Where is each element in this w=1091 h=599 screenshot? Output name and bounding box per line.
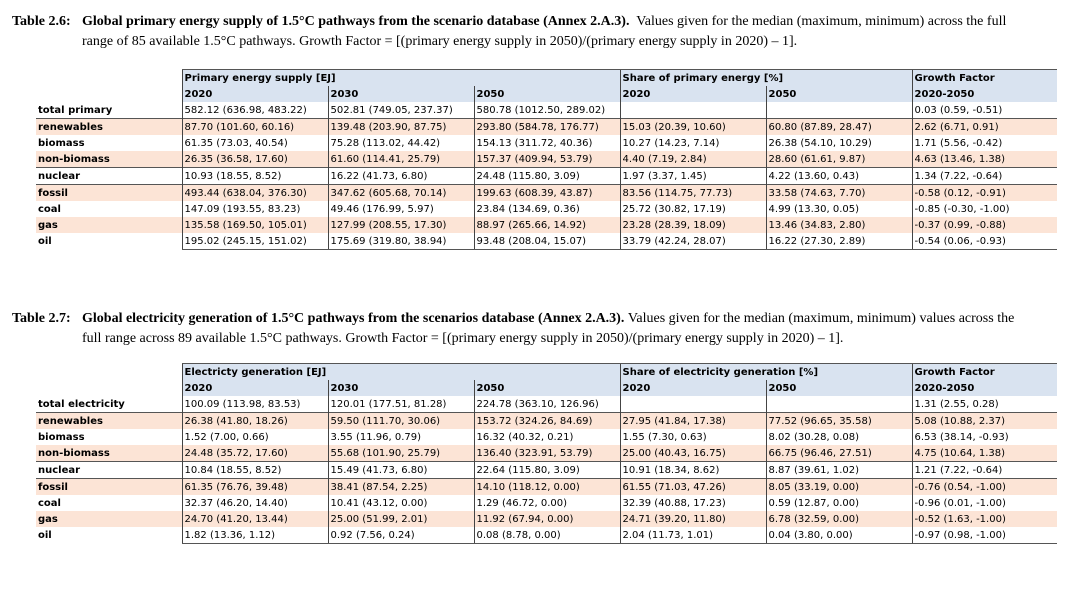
table1-row	[36, 135, 1057, 151]
table2-row	[36, 462, 1057, 479]
table1-cell: 83.56 (114.75, 77.73)	[620, 185, 766, 202]
table1-cell: 23.28 (28.39, 18.09)	[620, 217, 766, 233]
table1-cell	[766, 102, 912, 119]
table2-caption-label: Table 2.7:	[12, 311, 71, 326]
table2-caption-text-2: full range across 89 available 1.5°C pathways. Growth Factor = [(primary energy supply in 2050)/(primary energy supply in 2020) – 1].	[82, 331, 844, 346]
table1-cell: 157.37 (409.94, 53.79)	[474, 151, 620, 168]
table2-row-label: coal	[38, 497, 61, 509]
table1-cell: 0.03 (0.59, -0.51)	[912, 102, 1057, 119]
table1-cell: 61.35 (73.03, 40.54)	[182, 135, 328, 151]
table1-caption	[12, 12, 1070, 52]
table2-sub-header: 2050	[474, 380, 620, 396]
table1-row	[36, 119, 1057, 136]
table2-cell: 26.38 (41.80, 18.26)	[182, 413, 328, 430]
table2-cell: 6.53 (38.14, -0.93)	[912, 429, 1057, 445]
table1-row-label: biomass	[38, 137, 85, 149]
table2-cell: 24.48 (35.72, 17.60)	[182, 445, 328, 462]
table1-group-header: Growth Factor	[912, 70, 1057, 87]
table2-cell: 8.02 (30.28, 0.08)	[766, 429, 912, 445]
table2-cell: 77.52 (96.65, 35.58)	[766, 413, 912, 430]
table2-row-label: nuclear	[36, 462, 182, 479]
table2-sub-header-row	[36, 380, 1057, 396]
table2-row-label: biomass	[38, 431, 85, 443]
table2-sub-header: 2020-2050	[912, 380, 1057, 396]
table2-caption-text-1: Values given for the median (maximum, minimum) values across the	[627, 311, 1015, 326]
table1-cell: 582.12 (636.98, 483.22)	[182, 102, 328, 119]
table1-cell: -0.58 (0.12, -0.91)	[912, 185, 1057, 202]
table2-row-label: renewables	[36, 413, 182, 430]
table1-row-label: gas	[36, 217, 182, 233]
table1-cell: 4.99 (13.30, 0.05)	[766, 201, 912, 217]
table2-cell: 1.82 (13.36, 1.12)	[182, 527, 328, 544]
table1-group-header: Primary energy supply [EJ]	[182, 70, 620, 87]
table1-cell: 580.78 (1012.50, 289.02)	[474, 102, 620, 119]
table1-row	[36, 151, 1057, 168]
table1-sub-header: 2050	[474, 86, 620, 102]
table2-cell: 8.87 (39.61, 1.02)	[766, 462, 912, 479]
table2-row	[36, 429, 1057, 445]
table1-cell: 154.13 (311.72, 40.36)	[474, 135, 620, 151]
table1-cell: 75.28 (113.02, 44.42)	[328, 135, 474, 151]
table2-row-label: total electricity	[38, 398, 125, 410]
table1-cell: 1.71 (5.56, -0.42)	[912, 135, 1057, 151]
table1-cell: 135.58 (169.50, 105.01)	[182, 217, 328, 233]
table2-cell: 25.00 (51.99, 2.01)	[328, 511, 474, 527]
table2-cell: 59.50 (111.70, 30.06)	[328, 413, 474, 430]
table1-row	[36, 201, 1057, 217]
table1-cell: 60.80 (87.89, 28.47)	[766, 119, 912, 136]
table1-row	[36, 102, 1057, 119]
table1-cell: 175.69 (319.80, 38.94)	[328, 233, 474, 250]
table2-row	[36, 527, 1057, 544]
table1-cell: 347.62 (605.68, 70.14)	[328, 185, 474, 202]
table1-row-label: coal	[38, 203, 61, 215]
table1-cell: 13.46 (34.83, 2.80)	[766, 217, 912, 233]
table1-cell: 28.60 (61.61, 9.87)	[766, 151, 912, 168]
table1-row	[36, 185, 1057, 202]
table2	[36, 363, 1057, 544]
table1-row	[36, 217, 1057, 233]
table2-cell: 27.95 (41.84, 17.38)	[620, 413, 766, 430]
table2-cell: 0.59 (12.87, 0.00)	[766, 495, 912, 511]
table1-caption-text-1: Values given for the median (maximum, minimum) across the full	[636, 14, 1007, 29]
table1-cell: -0.54 (0.06, -0.93)	[912, 233, 1057, 250]
table1-cell: 24.48 (115.80, 3.09)	[474, 168, 620, 185]
table1-sub-header: 2050	[766, 86, 912, 102]
table1-row-label: oil	[38, 235, 52, 247]
table2-cell: 24.70 (41.20, 13.44)	[182, 511, 328, 527]
table2-row	[36, 396, 1057, 413]
table2-cell: -0.96 (0.01, -1.00)	[912, 495, 1057, 511]
table2-cell: 100.09 (113.98, 83.53)	[182, 396, 328, 413]
table2-cell: 25.00 (40.43, 16.75)	[620, 445, 766, 462]
table1-row	[36, 233, 1057, 250]
table2-cell: 136.40 (323.91, 53.79)	[474, 445, 620, 462]
table1-caption-label: Table 2.6:	[12, 14, 71, 29]
table2-cell: 153.72 (324.26, 84.69)	[474, 413, 620, 430]
table1-cell: 147.09 (193.55, 83.23)	[182, 201, 328, 217]
table2-cell: 4.75 (10.64, 1.38)	[912, 445, 1057, 462]
table2-group-header: Electricty generation [EJ]	[182, 364, 620, 381]
table2-group-header: Share of electricity generation [%]	[620, 364, 912, 381]
table1-cell: 10.27 (14.23, 7.14)	[620, 135, 766, 151]
table2-row	[36, 445, 1057, 462]
table2-cell: 32.39 (40.88, 17.23)	[620, 495, 766, 511]
table1-sub-header-row	[36, 86, 1057, 102]
table1-cell: 1.97 (3.37, 1.45)	[620, 168, 766, 185]
table1-row	[36, 168, 1057, 185]
table1-cell: 93.48 (208.04, 15.07)	[474, 233, 620, 250]
table1-cell: 26.35 (36.58, 17.60)	[182, 151, 328, 168]
table2-cell: -0.76 (0.54, -1.00)	[912, 479, 1057, 496]
table1-cell: 199.63 (608.39, 43.87)	[474, 185, 620, 202]
table2-cell: 1.55 (7.30, 0.63)	[620, 429, 766, 445]
table2-cell: 1.31 (2.55, 0.28)	[912, 396, 1057, 413]
table2-cell: 38.41 (87.54, 2.25)	[328, 479, 474, 496]
table1-cell: 10.93 (18.55, 8.52)	[182, 168, 328, 185]
table2-cell: 55.68 (101.90, 25.79)	[328, 445, 474, 462]
table1-sub-header: 2030	[328, 86, 474, 102]
table1-group-header: Share of primary energy [%]	[620, 70, 912, 87]
table1-cell: 15.03 (20.39, 10.60)	[620, 119, 766, 136]
table2-cell: -0.52 (1.63, -1.00)	[912, 511, 1057, 527]
table1-cell: -0.37 (0.99, -0.88)	[912, 217, 1057, 233]
table2-cell: 3.55 (11.96, 0.79)	[328, 429, 474, 445]
table2-cell: 120.01 (177.51, 81.28)	[328, 396, 474, 413]
table1-row-label: nuclear	[36, 168, 182, 185]
table1	[36, 69, 1057, 250]
table1-sub-header: 2020	[182, 86, 328, 102]
table2-row	[36, 479, 1057, 496]
table2-sub-header: 2050	[766, 380, 912, 396]
table2-group-header-row	[36, 364, 1057, 381]
table2-cell: 5.08 (10.88, 2.37)	[912, 413, 1057, 430]
table1-cell: 127.99 (208.55, 17.30)	[328, 217, 474, 233]
table1-cell: 2.62 (6.71, 0.91)	[912, 119, 1057, 136]
table2-row-label: non-biomass	[36, 445, 182, 462]
table2-caption	[12, 309, 1070, 349]
table1-caption-title: Global primary energy supply of 1.5°C pathways from the scenario database (Annex 2.A.3).	[82, 14, 630, 29]
table2-cell: 8.05 (33.19, 0.00)	[766, 479, 912, 496]
table1-cell: 61.60 (114.41, 25.79)	[328, 151, 474, 168]
table1-cell: 26.38 (54.10, 10.29)	[766, 135, 912, 151]
table2-cell: 32.37 (46.20, 14.40)	[182, 495, 328, 511]
table2-row	[36, 413, 1057, 430]
table1-row-label: renewables	[36, 119, 182, 136]
table2-cell: 1.29 (46.72, 0.00)	[474, 495, 620, 511]
table2-cell: 15.49 (41.73, 6.80)	[328, 462, 474, 479]
table1-cell: 33.58 (74.63, 7.70)	[766, 185, 912, 202]
table2-cell: 0.08 (8.78, 0.00)	[474, 527, 620, 544]
table1-cell: -0.85 (-0.30, -1.00)	[912, 201, 1057, 217]
table1-cell: 16.22 (27.30, 2.89)	[766, 233, 912, 250]
table2-sub-header: 2030	[328, 380, 474, 396]
table2-sub-header: 2020	[182, 380, 328, 396]
table2-cell: 10.91 (18.34, 8.62)	[620, 462, 766, 479]
table2-cell: 224.78 (363.10, 126.96)	[474, 396, 620, 413]
table1-cell: 502.81 (749.05, 237.37)	[328, 102, 474, 119]
table1-cell: 4.40 (7.19, 2.84)	[620, 151, 766, 168]
table2-cell: -0.97 (0.98, -1.00)	[912, 527, 1057, 544]
table1-cell: 16.22 (41.73, 6.80)	[328, 168, 474, 185]
table2-cell: 0.92 (7.56, 0.24)	[328, 527, 474, 544]
table1-cell: 293.80 (584.78, 176.77)	[474, 119, 620, 136]
table2-cell: 10.84 (18.55, 8.52)	[182, 462, 328, 479]
table1-cell: 1.34 (7.22, -0.64)	[912, 168, 1057, 185]
table1-sub-header: 2020	[620, 86, 766, 102]
table2-cell: 66.75 (96.46, 27.51)	[766, 445, 912, 462]
table2-group-header: Growth Factor	[912, 364, 1057, 381]
table2-cell: 1.21 (7.22, -0.64)	[912, 462, 1057, 479]
table1-row-label: non-biomass	[36, 151, 182, 168]
table2-cell: 24.71 (39.20, 11.80)	[620, 511, 766, 527]
table2-row	[36, 495, 1057, 511]
table2-sub-header: 2020	[620, 380, 766, 396]
table1-cell: 139.48 (203.90, 87.75)	[328, 119, 474, 136]
table2-cell: 61.35 (76.76, 39.48)	[182, 479, 328, 496]
table2-cell: 1.52 (7.00, 0.66)	[182, 429, 328, 445]
table1-caption-text-2: range of 85 available 1.5°C pathways. Growth Factor = [(primary energy supply in 2050)/(primary energy supply in 2020) – 1].	[82, 34, 798, 49]
table2-cell: 61.55 (71.03, 47.26)	[620, 479, 766, 496]
table1-cell	[620, 102, 766, 119]
table1-cell: 87.70 (101.60, 60.16)	[182, 119, 328, 136]
table2-row	[36, 511, 1057, 527]
table1-cell: 195.02 (245.15, 151.02)	[182, 233, 328, 250]
table1-cell: 88.97 (265.66, 14.92)	[474, 217, 620, 233]
table1-cell: 4.22 (13.60, 0.43)	[766, 168, 912, 185]
table2-cell: 6.78 (32.59, 0.00)	[766, 511, 912, 527]
table2-cell: 0.04 (3.80, 0.00)	[766, 527, 912, 544]
table2-cell: 14.10 (118.12, 0.00)	[474, 479, 620, 496]
table2-cell	[766, 396, 912, 413]
table2-cell: 22.64 (115.80, 3.09)	[474, 462, 620, 479]
table1-row-label: fossil	[36, 185, 182, 202]
table1-cell: 4.63 (13.46, 1.38)	[912, 151, 1057, 168]
table1-cell: 25.72 (30.82, 17.19)	[620, 201, 766, 217]
table2-cell: 2.04 (11.73, 1.01)	[620, 527, 766, 544]
table2-row-label: gas	[36, 511, 182, 527]
table1-cell: 49.46 (176.99, 5.97)	[328, 201, 474, 217]
table1-sub-header: 2020-2050	[912, 86, 1057, 102]
table1-cell: 493.44 (638.04, 376.30)	[182, 185, 328, 202]
table1-cell: 33.79 (42.24, 28.07)	[620, 233, 766, 250]
table2-cell: 10.41 (43.12, 0.00)	[328, 495, 474, 511]
table2-cell: 11.92 (67.94, 0.00)	[474, 511, 620, 527]
table1-row-label: total primary	[38, 104, 113, 116]
table2-cell	[620, 396, 766, 413]
table2-row-label: fossil	[36, 479, 182, 496]
table1-cell: 23.84 (134.69, 0.36)	[474, 201, 620, 217]
table2-cell: 16.32 (40.32, 0.21)	[474, 429, 620, 445]
table2-caption-title: Global electricity generation of 1.5°C pathways from the scenarios database (Annex 2.A.3).	[82, 311, 625, 326]
table1-group-header-row	[36, 70, 1057, 87]
table2-row-label: oil	[38, 529, 52, 541]
